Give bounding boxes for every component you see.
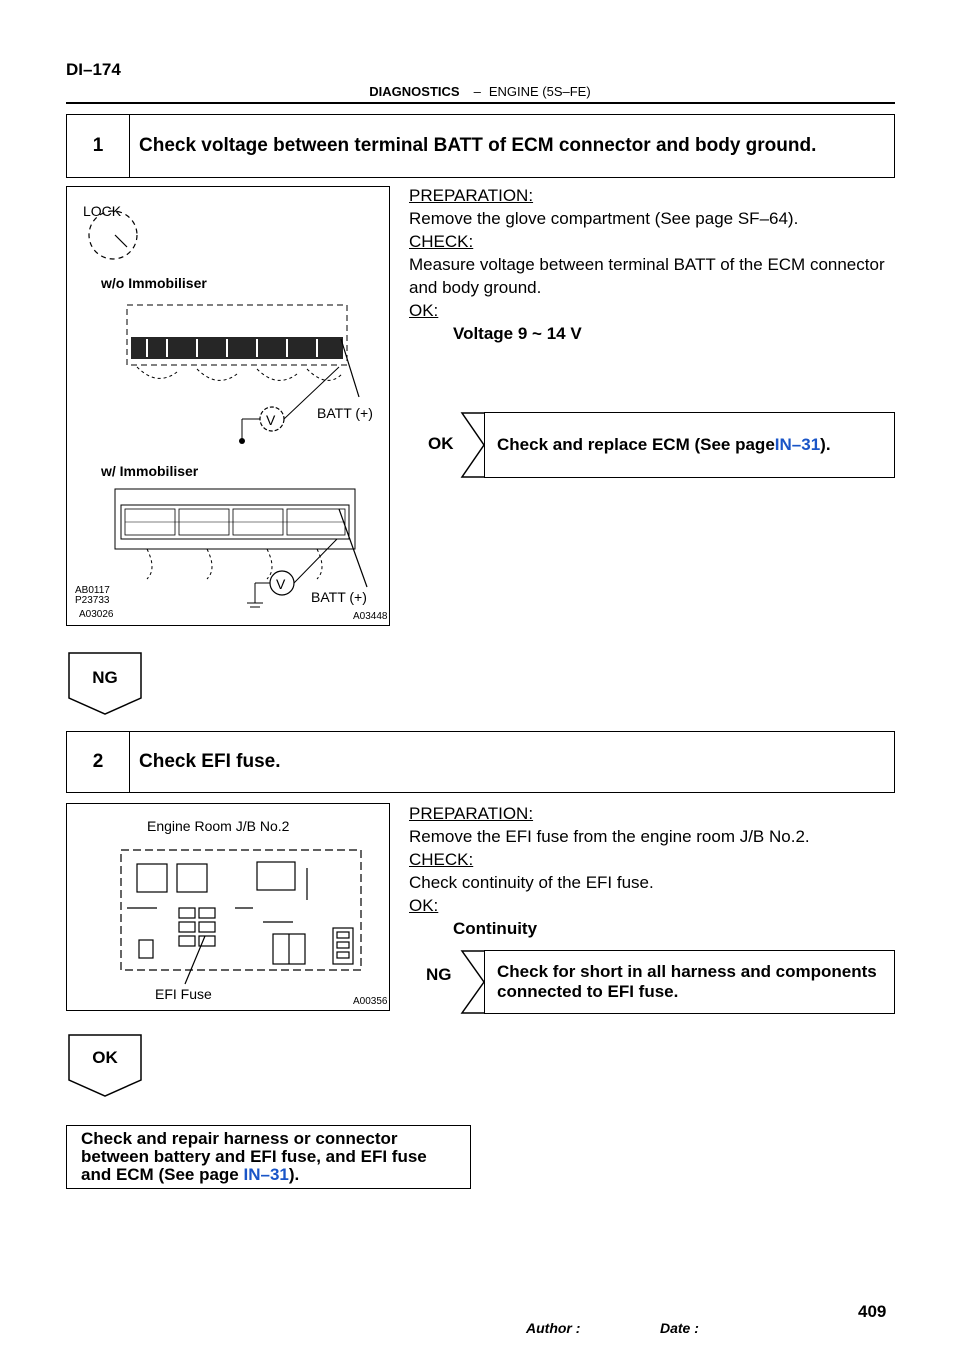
efi-fuse-label: EFI Fuse — [155, 986, 212, 1002]
step-1-number: 1 — [67, 115, 130, 177]
batt-bottom-label: BATT (+) — [311, 589, 367, 605]
step-1-title: Check voltage between terminal BATT of ECM connector and body ground. — [139, 135, 817, 156]
step-1-check-text-1: Measure voltage between terminal BATT of the ECM connector — [409, 255, 885, 274]
page-code: DI–174 — [66, 60, 121, 79]
step-2-number: 2 — [67, 732, 130, 792]
figure-code-3: A03026 — [79, 609, 114, 620]
section-header — [0, 84, 960, 99]
subsection-title: ENGINE (5S–FE) — [488, 84, 591, 99]
step-1-result-box — [484, 412, 895, 478]
ng-flow-label: NG — [92, 668, 118, 687]
final-line-2: between battery and EFI fuse, and EFI fuse — [81, 1147, 427, 1166]
step-2-preparation-label: PREPARATION: — [409, 804, 534, 823]
final-action-box — [66, 1125, 471, 1189]
step-1-ok-label: OK: — [409, 301, 439, 320]
section-separator: – — [473, 84, 481, 99]
step-1-header — [66, 114, 895, 178]
step-2-instructions — [409, 802, 899, 940]
author-label: Author : — [526, 1320, 581, 1336]
step-1-result-tag: OK — [428, 434, 454, 453]
figure-code-1: AB0117 — [75, 585, 110, 596]
step-2-figure — [66, 803, 390, 1011]
final-line-3-start: and ECM (See page — [81, 1165, 244, 1184]
step-2-result-tag: NG — [426, 965, 452, 984]
step-2-result-box — [484, 950, 895, 1014]
section-title: DIAGNOSTICS — [369, 84, 460, 99]
step-1-result-text: Check and replace ECM (See page — [497, 435, 775, 454]
step-1-result-end: ). — [820, 435, 831, 454]
final-line-1: Check and repair harness or connector — [81, 1129, 398, 1148]
step-2-check-text: Check continuity of the EFI fuse. — [409, 873, 654, 892]
step-1-check-text-2: and body ground. — [409, 278, 542, 297]
step-1-figure — [66, 186, 390, 626]
step-2-title: Check EFI fuse. — [139, 751, 281, 772]
step-1-result-link[interactable]: IN–31 — [774, 435, 821, 454]
lock-label: LOCK — [83, 203, 122, 219]
header-rule — [66, 102, 895, 104]
figure-code-4: A03448 — [353, 611, 388, 622]
step-2-header — [66, 731, 895, 793]
w-immobiliser-label: w/ Immobiliser — [101, 463, 199, 479]
figure-code-2: P23733 — [75, 595, 110, 606]
batt-top-label: BATT (+) — [317, 405, 373, 421]
step-1-instructions — [409, 184, 899, 345]
date-label: Date : — [660, 1320, 699, 1336]
step-2-result-line-2: connected to EFI fuse. — [497, 982, 679, 1001]
svg-text:V: V — [266, 412, 276, 428]
step-1-preparation-label: PREPARATION: — [409, 186, 534, 205]
step-1-preparation-text: Remove the glove compartment (See page SF–64). — [409, 209, 799, 228]
step-2-result-line-1: Check for short in all harness and components — [497, 962, 877, 981]
junction-block-title: Engine Room J/B No.2 — [147, 818, 290, 834]
step-2-ok-label: OK: — [409, 896, 439, 915]
ok-flow-label: OK — [92, 1048, 118, 1067]
page-number: 409 — [858, 1302, 887, 1321]
wo-immobiliser-label: w/o Immobiliser — [101, 275, 207, 291]
junction-block-diagram — [67, 804, 391, 1012]
step-2-ok-value: Continuity — [453, 919, 538, 938]
figure-code-5: A00356 — [353, 996, 388, 1007]
step-2-check-label: CHECK: — [409, 850, 474, 869]
svg-text:V: V — [276, 576, 286, 592]
final-link[interactable]: IN–31 — [243, 1165, 289, 1184]
step-1-check-label: CHECK: — [409, 232, 474, 251]
step-2-preparation-text: Remove the EFI fuse from the engine room J/B No.2. — [409, 827, 810, 846]
final-line-3-end: ). — [288, 1165, 300, 1184]
step-1-ok-value: Voltage 9 ~ 14 V — [453, 324, 582, 343]
